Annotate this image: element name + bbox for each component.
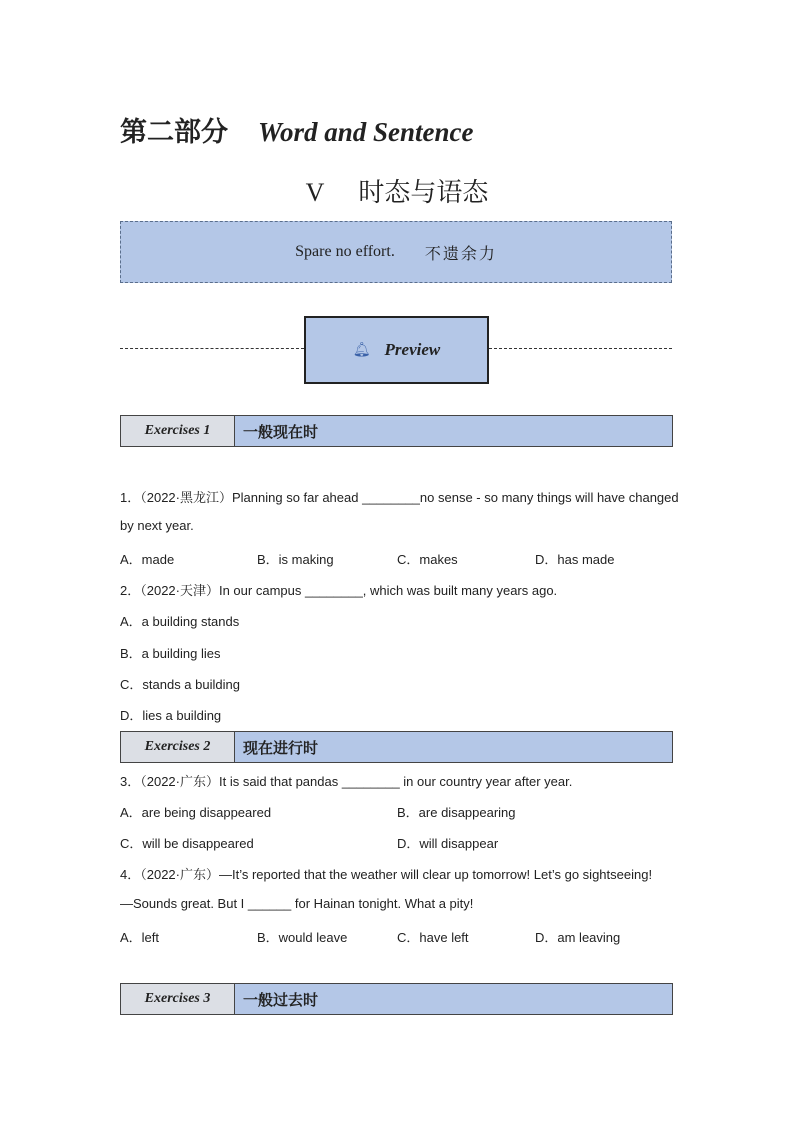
q4-stem-line2: —Sounds great. But I ______ for Hainan tonight. What a pity! (120, 896, 474, 911)
section-number: V (305, 178, 325, 207)
exercises-2-header (120, 731, 673, 763)
q4-option-a: A．left (120, 930, 160, 945)
q4-option-c: C．have left (397, 930, 469, 945)
q3-option-a: A．are being disappeared (120, 805, 272, 820)
q4-option-d: D．am leaving (535, 930, 621, 945)
q1-option-d: D．has made (535, 552, 615, 567)
divider-left (120, 348, 304, 349)
q3-option-c: C．will be disappeared (120, 836, 254, 851)
motto-en: Spare no effort. (295, 243, 395, 260)
q1-option-a: A．made (120, 552, 175, 567)
exercises-1-topic: 一般现在时 (235, 416, 672, 446)
section-title (0, 172, 794, 209)
q4-stem-line1: 4．（2022·广东）—It’s reported that the weather will clear up tomorrow! Let’s go sightseeing! (120, 867, 653, 882)
exercises-1-header (120, 415, 673, 447)
section-title-text: 时态与语态 (358, 178, 489, 208)
exercises-2-tag: Exercises 2 (121, 732, 235, 762)
q1-option-b: B．is making (257, 552, 334, 567)
exercises-3-tag: Exercises 3 (121, 984, 235, 1014)
bell-icon: 🔔︎ (352, 342, 371, 358)
part-title-cn: 第二部分 (120, 117, 228, 148)
motto-cn: 不遗余力 (424, 245, 497, 263)
q4-option-b: B．would leave (257, 930, 348, 945)
preview-box (304, 316, 489, 384)
preview-label: Preview (384, 340, 441, 359)
q2-option-b: B．a building lies (120, 646, 221, 661)
q1-option-c: C．makes (397, 552, 458, 567)
exercises-3-topic: 一般过去时 (235, 984, 672, 1014)
part-title (120, 110, 474, 149)
q2-option-a: A．a building stands (120, 614, 240, 629)
motto-box (120, 221, 672, 283)
q2-option-d: D．lies a building (120, 708, 222, 723)
exercises-3-header (120, 983, 673, 1015)
exercises-1-tag: Exercises 1 (121, 416, 235, 446)
q3-stem: 3．（2022·广东）It is said that pandas ________ in our country year after year. (120, 774, 573, 789)
q1-stem-line1: 1．（2022·黑龙江）Planning so far ahead ________no sense - so many things will have changed (120, 490, 679, 505)
exercises-2-topic: 现在进行时 (235, 732, 672, 762)
q3-option-b: B．are disappearing (397, 805, 516, 820)
q2-stem: 2．（2022·天津）In our campus ________, which was built many years ago. (120, 583, 558, 598)
q1-stem-line2: by next year. (120, 518, 194, 533)
divider-right (489, 348, 672, 349)
part-title-en: Word and Sentence (258, 117, 474, 147)
q3-option-d: D．will disappear (397, 836, 499, 851)
q2-option-c: C．stands a building (120, 677, 240, 692)
